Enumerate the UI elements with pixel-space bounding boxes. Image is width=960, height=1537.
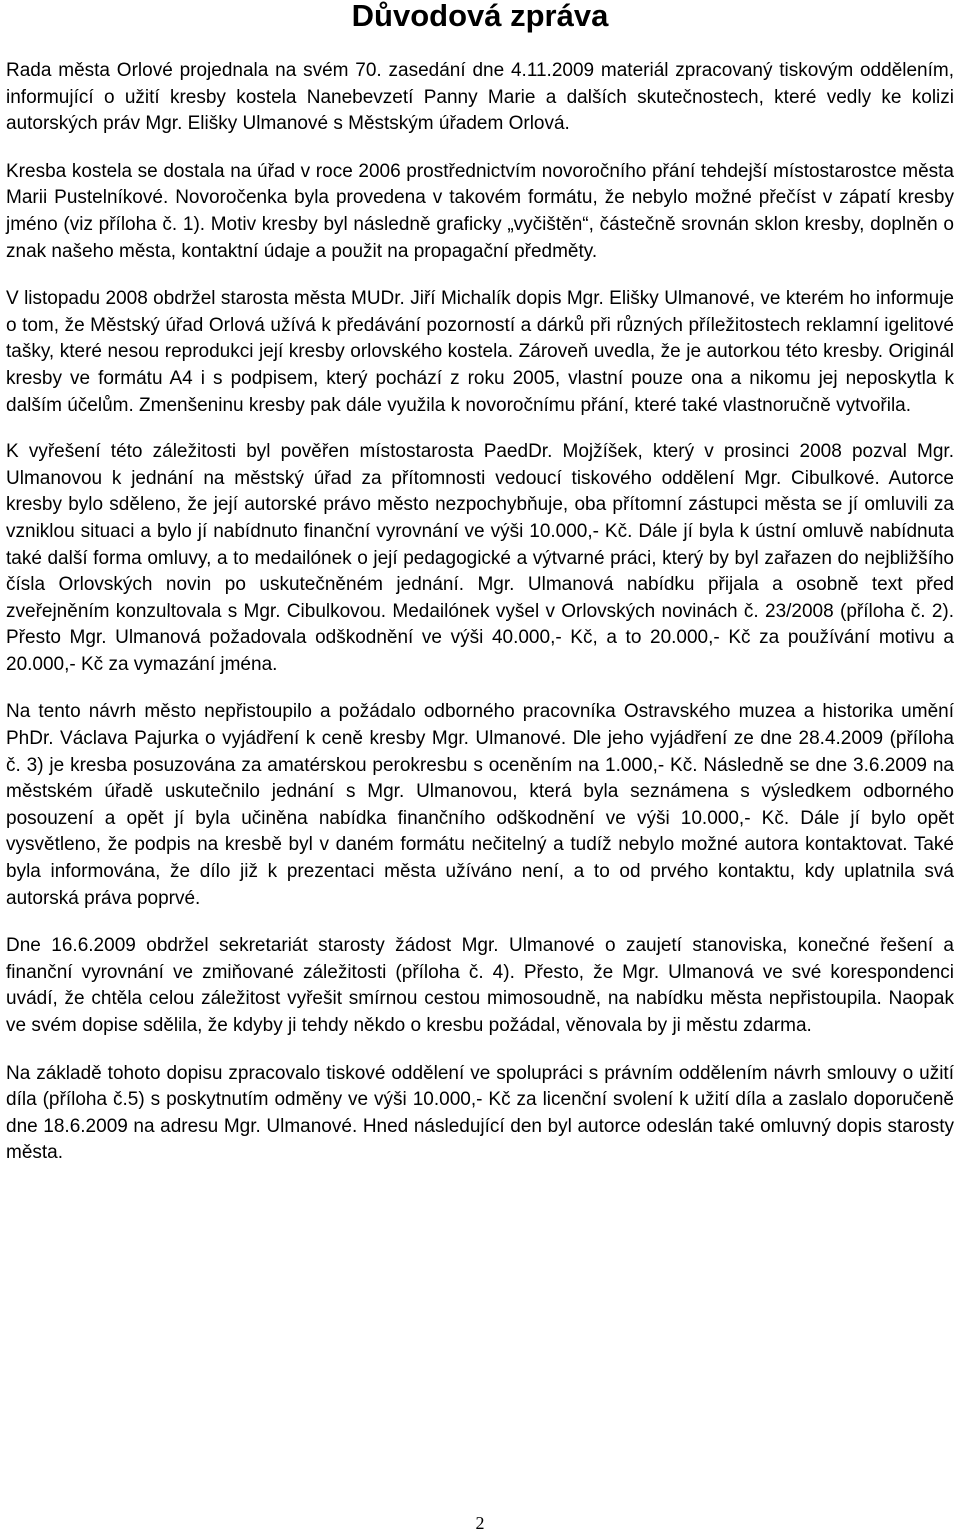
document-title: Důvodová zpráva <box>351 0 609 33</box>
page-number: 2 <box>475 1513 485 1533</box>
paragraph-request-received: Dne 16.6.2009 obdržel sekretariát starosty žádost Mgr. Ulmanové o zaujetí stanoviska, konečné řešení a finanční vyrovnání ve zmiňované záležitosti (příloha č. 4). Přesto, že Mgr. Ulmanová ve své korespondenci uvádí, že chtěla celou záležitost vyřešit smírnou cestou mimosoudně, na nabídku města nepřistoupila. Naopak ve svém dopise sdělila, že kdyby ji tehdy někdo o kresbu požádal, věnovala by ji městu zdarma. <box>6 935 954 1036</box>
paragraph-drawing-origin: Kresba kostela se dostala na úřad v roce 2006 prostřednictvím novoročního přání tehdejší místostarostce města Marii Pustelníkové. Novoročenka byla provedena v takovém formátu, že nebylo možné přečíst v zápatí kresby jméno (viz příloha č. 1). Motiv kresby byl následně graficky „vyčištěn“, částečně srovnán sklon kresby, doplněn o znak našeho města, kontaktní údaje a použit na propagační předměty. <box>6 160 954 262</box>
document-body <box>6 58 954 1167</box>
paragraph-council-meeting: Rada města Orlové projednala na svém 70. zasedání dne 4.11.2009 materiál zpracovaný tiskovým oddělením, informující o užití kresby kostela Nanebevzetí Panny Marie a dalších skutečnostech, které vedly ke kolizi autorských práv Mgr. Elišky Ulmanové s Městským úřadem Orlová. <box>6 60 954 135</box>
paragraph-license-contract: Na základě tohoto dopisu zpracovalo tiskové oddělení ve spolupráci s právním oddělením návrh smlouvy o užití díla (příloha č.5) s poskytnutím odměny ve výši 10.000,- Kč za licenční svolení k užití díla a zaslalo doporučeně dne 18.6.2009 na adresu Mgr. Ulmanové. Hned následující den byl autorce odeslán také omluvný dopis starosty města. <box>6 1062 954 1164</box>
paragraph-expert-valuation: Na tento návrh město nepřistoupilo a požádalo odborného pracovníka Ostravského muzea a historika umění PhDr. Václava Pajurka o vyjádření k ceně kresby Mgr. Ulmanové. Dle jeho vyjádření ze dne 28.4.2009 (příloha č. 3) je kresba posuzována za amatérskou perokresbu s oceněním na 1.000,- Kč. Následně se dne 3.6.2009 na městském úřadě uskutečnilo jednání s Mgr. Ulmanovou, která byla seznámena s výsledkem odborného posouzení a opět jí byla učiněna nabídka finančního odškodnění ve výši 10.000,- Kč. Dále jí bylo opět vysvětleno, že podpis na kresbě byl v daném formátu nečitelný a tudíž nebylo možné autora kontaktovat. Také byla informována, že dílo již k prezentaci města užíváno není, a to od prvého kontaktu, kdy uplatnila svá autorská práva poprvé. <box>6 701 954 909</box>
paragraph-first-meeting: K vyřešení této záležitosti byl pověřen místostarosta PaedDr. Mojžíšek, který v prosinci 2008 pozval Mgr. Ulmanovou k jednání na městský úřad za přítomnosti vedoucí tiskového oddělení Mgr. Cibulkové. Autorce kresby bylo sděleno, že její autorské právo město nezpochybňuje, oba přítomní zástupci města se jí omluvili za vzniklou situaci a bylo jí nabídnuto finanční vyrovnání ve výši 10.000,- Kč. Dále jí byla k ústní omluvě nabídnuta také další forma omluvy, a to medailónek o její pedagogické a výtvarné práci, který by byl zařazen do nejbližšího čísla Orlovských novin po uskutečněném jednání. Mgr. Ulmanová nabídku přijala a osobně text před zveřejněním konzultovala s Mgr. Cibulkovou. Medailónek vyšel v Orlovských novinách č. 23/2008 (příloha č. 2). Přesto Mgr. Ulmanová požadovala odškodnění ve výši 40.000,- Kč, a to 20.000,- Kč za používání motivu a 20.000,- Kč za vymazání jména. <box>6 441 954 675</box>
paragraph-author-letter: V listopadu 2008 obdržel starosta města MUDr. Jiří Michalík dopis Mgr. Elišky Ulmanové, ve kterém ho informuje o tom, že Městský úřad Orlová užívá k předávání pozorností a dárků při různých příležitostech reklamní igelitové tašky, které nesou reprodukci její kresby orlovského kostela. Zároveň uvedla, že je autorkou této kresby. Originál kresby ve formátu A4 i s podpisem, který pochází z roku 2005, vlastní pouze ona a nikomu jej neposkytla k dalším účelům. Zmenšeninu kresby pak dále využila k novoročnímu přání, které také vlastnoručně vytvořila. <box>6 288 954 416</box>
